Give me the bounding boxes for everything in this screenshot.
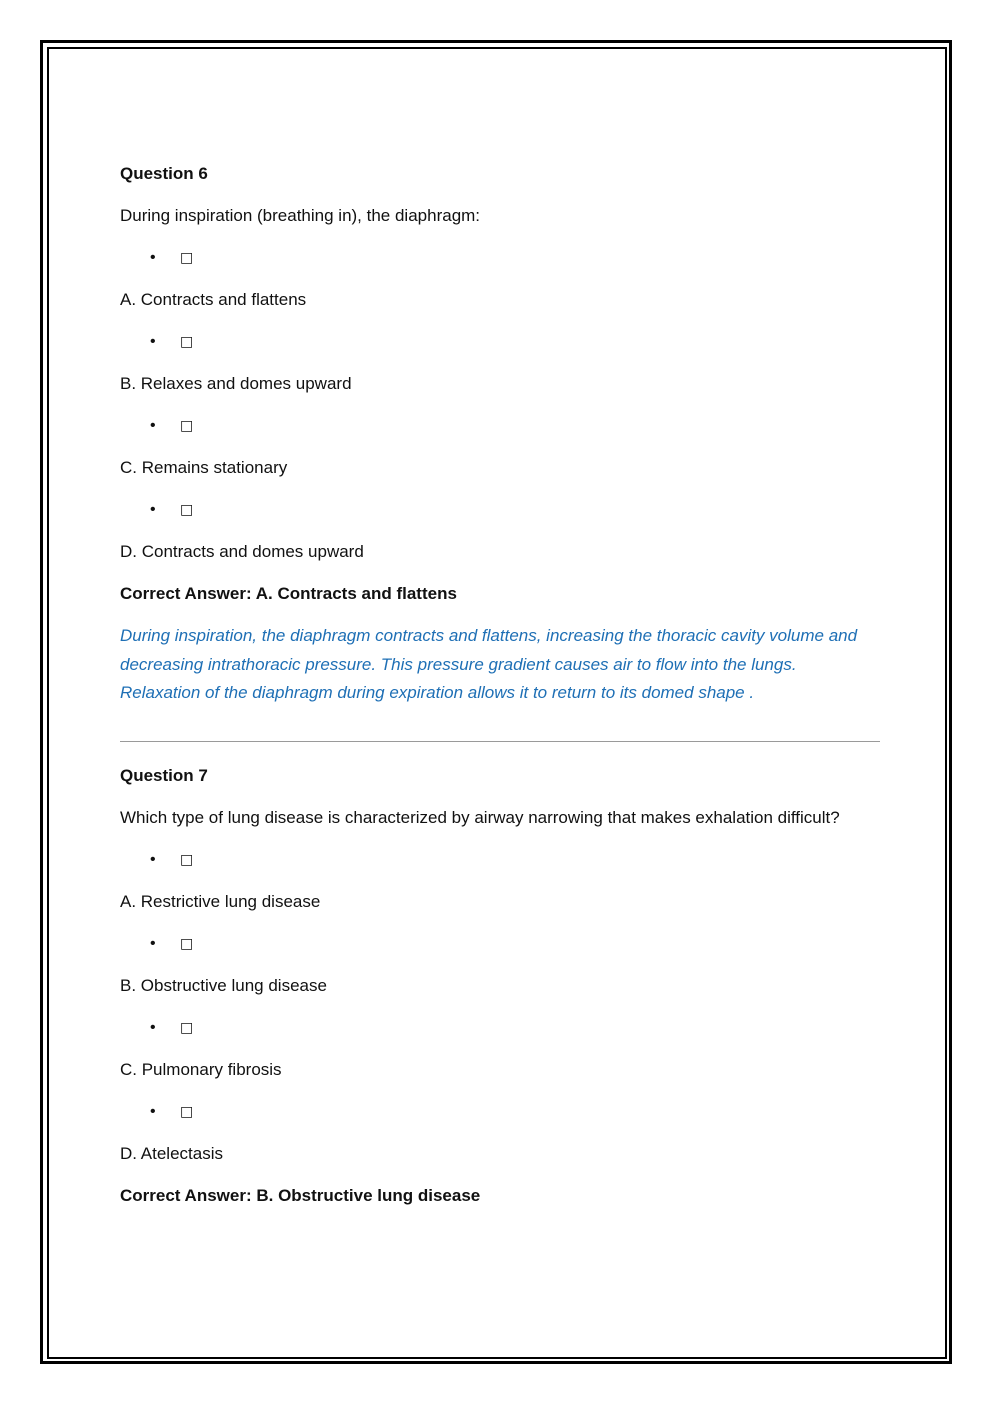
option-checkbox-row (120, 244, 880, 272)
option-checkbox-row (120, 328, 880, 356)
option-c: C. Pulmonary fibrosis (120, 1059, 282, 1079)
option-checkbox-row (120, 1014, 880, 1042)
option-d: D. Atelectasis (120, 1143, 223, 1163)
checkbox-icon[interactable]: □ (180, 502, 194, 518)
option-checkbox-row (120, 1098, 880, 1126)
bullet-icon: • (150, 850, 156, 868)
bullet-icon: • (150, 333, 156, 350)
option-a: A. Restrictive lung disease (120, 891, 321, 911)
question-prompt: During inspiration (breathing in), the diaphragm: (120, 206, 481, 225)
bullet-icon: • (150, 417, 156, 434)
checkbox-icon[interactable]: □ (180, 851, 194, 868)
option-b: B. Obstructive lung disease (120, 975, 327, 995)
question-6 (120, 160, 880, 708)
checkbox-icon[interactable]: □ (180, 935, 194, 952)
option-checkbox-row (120, 496, 880, 524)
option-checkbox-row (120, 412, 880, 440)
bullet-icon: • (150, 1018, 156, 1036)
checkbox-icon[interactable]: □ (180, 1103, 194, 1120)
checkbox-icon[interactable]: □ (180, 1019, 194, 1036)
option-checkbox-row (120, 930, 880, 958)
option-b: B. Relaxes and domes upward (120, 374, 352, 393)
checkbox-icon[interactable]: □ (180, 334, 194, 350)
checkbox-icon[interactable]: □ (180, 418, 194, 434)
bullet-icon: • (150, 501, 156, 518)
option-a: A. Contracts and flattens (120, 290, 307, 309)
correct-answer: Correct Answer: A. Contracts and flattens (120, 584, 457, 603)
checkbox-icon[interactable]: □ (180, 250, 194, 266)
bullet-icon: • (150, 249, 156, 266)
bullet-icon: • (150, 934, 156, 952)
option-c: C. Remains stationary (120, 458, 288, 477)
question-title: Question 7 (120, 765, 208, 785)
document-content (120, 160, 880, 1224)
question-7 (120, 762, 880, 1210)
answer-explanation: During inspiration, the diaphragm contracts and flattens, increasing the thoracic cavity volume and decreasing intrathoracic pressure. This pressure gradient causes air to flow into the lungs. Relaxation of the diaphragm during expiration allows it to return to its domed shape . (120, 626, 858, 702)
correct-answer: Correct Answer: B. Obstructive lung disease (120, 1185, 481, 1205)
bullet-icon: • (150, 1102, 156, 1120)
question-title: Question 6 (120, 164, 208, 183)
section-divider (120, 741, 880, 742)
option-checkbox-row (120, 846, 880, 874)
question-prompt: Which type of lung disease is characterized by airway narrowing that makes exhalation difficult? (120, 807, 840, 827)
option-d: D. Contracts and domes upward (120, 542, 364, 561)
